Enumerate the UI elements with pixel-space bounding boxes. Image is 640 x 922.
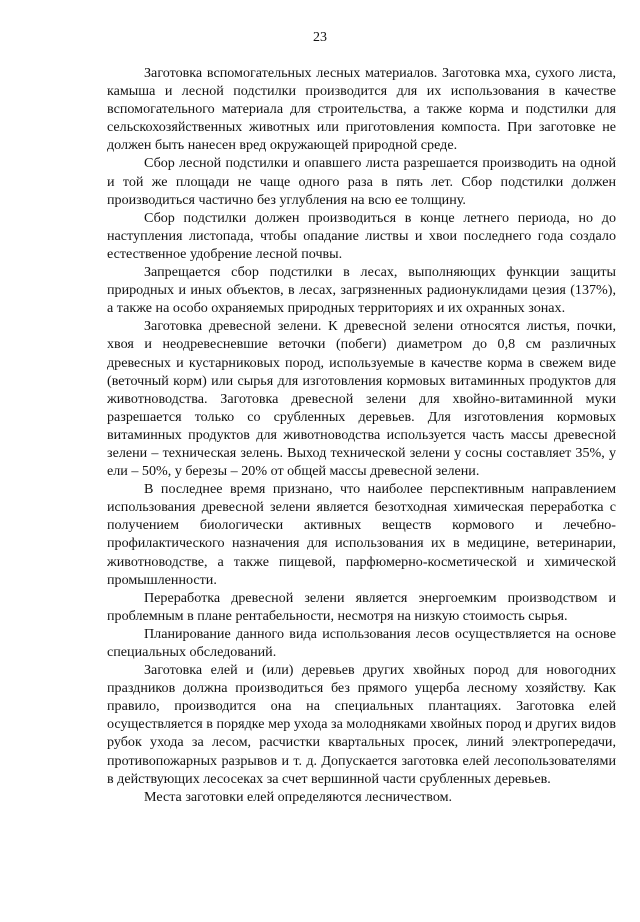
paragraph-litter-collection-season: Сбор подстилки должен производиться в конце летнего периода, но до наступления листопада, чтобы опадание листвы и хвои последнего года создало естественное удобрение лесной почвы. <box>107 209 616 262</box>
document-body <box>107 64 616 806</box>
paragraph-greenery-processing-cost: Переработка древесной зелени является энергоемким производством и проблемным в плане рентабельности, несмотря на низкую стоимость сырья. <box>107 589 616 624</box>
paragraph-litter-collection-frequency: Сбор лесной подстилки и опавшего листа разрешается производить на одной и той же площади не чаще одного раза в пять лет. Сбор подстилки должен производиться частично без углубления на всю ее толщину. <box>107 155 616 208</box>
page-number: 23 <box>313 30 327 45</box>
paragraph-litter-collection-prohibition: Запрещается сбор подстилки в лесах, выполняющих функции защиты природных и иных объектов, в лесах, загрязненных радионуклидами цезия (137%), а также на особо охраняемых природных территориях и их охранных зонах. <box>107 264 616 317</box>
paragraph-christmas-trees: Заготовка елей и (или) деревьев других хвойных пород для новогодних праздников должна производиться без прямого ущерба лесному хозяйству. Как правило, производится она на специальных плантациях. Заготовка елей осуществляется в порядке мер ухода за молодняками хвойных пород и других видов рубок ухода за лесом, расчистки квартальных просек, линий электропередачи, противопожарных разрывов и т. д. Допускается заготовка елей лесопользователями в действующих лесосеках за счет вершинной части срубленных деревьев. <box>107 662 616 787</box>
paragraph-christmas-tree-locations: Места заготовки елей определяются лесничеством. <box>144 788 453 805</box>
paragraph-tree-greenery: Заготовка древесной зелени. К древесной зелени относятся листья, почки, хвоя и неодревесневшие веточки (побеги) диаметром до 0,8 см различных древесных и кустарниковых пород, используемые в качестве корма в свежем виде (веточный корм) или сырья для изготовления кормовых витаминных продуктов для животноводства. Заготовка древесной зелени для хвойно-витаминной муки разрешается только со срубленных деревьев. Для изготовления кормовых витаминных продуктов для животноводства используется часть массы древесной зелени – техническая зелень. Выход технической зелени у сосны составляет 35%, у ели – 50%, у березы – 20% от общей массы древесной зелени. <box>107 318 616 480</box>
paragraph-greenery-processing-direction: В последнее время признано, что наиболее перспективным направлением использования древесной зелени является безотходная химическая переработка с получением биологически активных веществ кормового и лечебно-профилактического назначения для использования их в медицине, ветеринарии, животноводстве, а также пищевой, парфюмерно-косметической и химической промышленности. <box>107 481 616 588</box>
paragraph-planning: Планирование данного вида использования лесов осуществляется на основе специальных обследований. <box>107 625 616 660</box>
paragraph-auxiliary-materials: Заготовка вспомогательных лесных материалов. Заготовка мха, сухого листа, камыша и лесной подстилки производится для их использования в качестве вспомогательного материала для строительства, а также корма и подстилки для сельскохозяйственных животных или приготовления компоста. При заготовке не должен быть нанесен вред окружающей природной среде. <box>107 65 616 154</box>
